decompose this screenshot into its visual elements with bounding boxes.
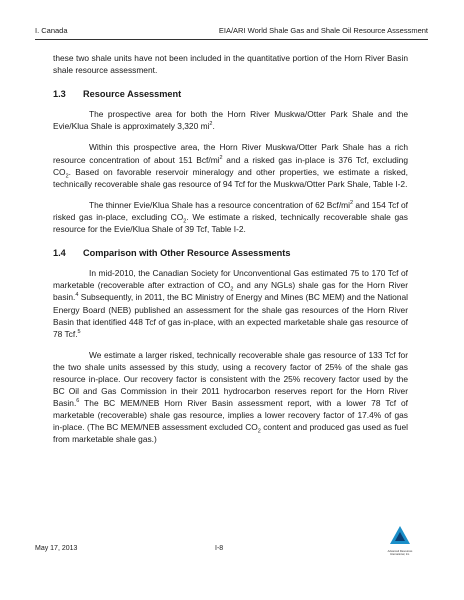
company-logo [370, 525, 430, 556]
logo-caption-line1: Advanced Resources [387, 550, 413, 553]
paragraph-muskwa-resource: Within this prospective area, the Horn River Muskwa/Otter Park Shale has a rich resource concentration of about 151 Bcf/$mi^2$ and a risked gas in-place is 376 Tcf, excluding $CO_2$. Based on favorable reservoir mineralogy and other properties, we estimate a risked, technically recoverable shale gas resource of 94 Tcf for the Muskwa/Otter Park Shale, Table I-2. [53, 142, 408, 189]
footnote-ref[interactable]: 6 [76, 398, 80, 405]
section-title: Comparison with Other Resource Assessments [83, 248, 291, 259]
footnote-ref[interactable]: 4 [75, 292, 79, 299]
page-header-left: I. Canada [35, 26, 68, 35]
section-number: 1.4 [53, 248, 66, 259]
header-rule [35, 39, 428, 40]
section-heading-1-4 [53, 247, 408, 259]
paragraph-evie-resource: The thinner Evie/Klua Shale has a resource concentration of 62 Bcf/$mi^2$ and 154 Tcf of risked gas in-place, excluding $CO_2$. We estimate a risked, technically recoverable shale gas resource for the Evie/Klua Shale of 39 Tcf, Table I-2. [53, 199, 408, 235]
page-header-right: EIA/ARI World Shale Gas and Shale Oil Resource Assessment [218, 26, 428, 35]
footnote-ref[interactable]: 5 [77, 328, 81, 335]
paragraph-csug-estimate: In mid-2010, the Canadian Society for Unconventional Gas estimated 75 to 170 Tcf of marketable (recoverable after extraction of $CO_2$ and any NGLs) shale gas for the Horn River basin.$^4$ Subsequently, in 2011, the BC Ministry of Energy and Mines (BC MEM) and the National Energy Board (NEB) published an assessment for the shale gas resources of the Horn River Basin that identified 448 Tcf of gas in-place, with an expected marketable shale gas resource of 78 Tcf.$^5$ [53, 268, 408, 339]
logo-caption-line2: International, Inc. [390, 553, 410, 557]
section-heading-1-3 [53, 88, 408, 100]
footer-page-number: I-8 [215, 545, 224, 552]
section-title: Resource Assessment [83, 89, 182, 100]
advanced-resources-triangle-logo-icon [389, 525, 411, 545]
document-body [53, 52, 408, 455]
intro-paragraph: these two shale units have not been included in the quantitative portion of the Horn River Basin shale resource assessment. [53, 53, 408, 76]
section-number: 1.3 [53, 89, 66, 100]
footer-date: May 17, 2013 [35, 545, 78, 552]
paragraph-comparison: We estimate a larger risked, technically recoverable shale gas resource of 133 Tcf for the two shale units assessed by this study, using a recovery factor of 25% of the shale gas resource in-place. Our recovery factor is consistent with the 25% recovery factor used by the BC Oil and Gas Commission in their 2011 hydrocarbon reserves report for the Horn River Basin.$^6$ The BC MEM/NEB Horn River Basin assessment report, with a lower 78 Tcf of marketable (recoverable) shale gas resource, implies a lower recovery factor of 17.4% of gas in-place. (The BC MEM/NEB assessment excluded $CO_2$ content and produced gas used as fuel from marketable shale gas.) [53, 349, 408, 445]
paragraph-prospective-area: The prospective area for both the Horn River Muskwa/Otter Park Shale and the Evie/Klua Shale is approximately 3,320 $mi^2$. [53, 109, 408, 132]
